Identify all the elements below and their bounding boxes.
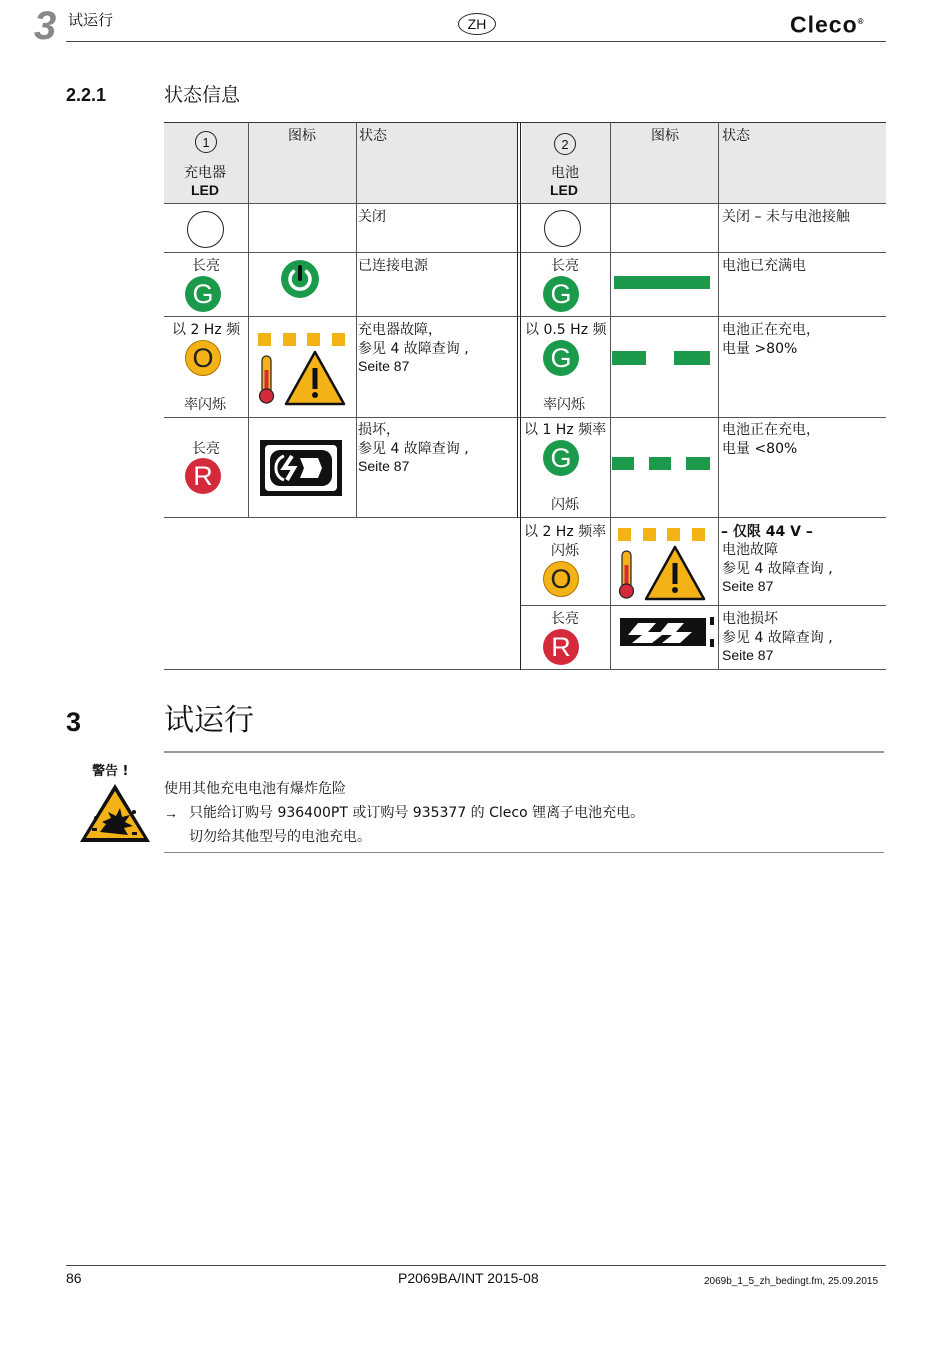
battery-led-green-fast <box>543 440 579 476</box>
battery-status-fault-1: – 仅限 44 V – <box>721 524 813 540</box>
battery-status-charging-low-2: 电量 <80% <box>722 441 798 457</box>
charger-status-damaged-3: Seite 87 <box>358 458 410 474</box>
charger-led-off <box>187 211 224 248</box>
header-divider <box>66 41 886 42</box>
battery-led-mode-05hz-cont: 率闪烁 <box>543 397 585 413</box>
footer-doc-id: P2069BA/INT 2015-08 <box>398 1270 539 1286</box>
charger-led-label: 充电器 <box>184 165 226 181</box>
chapter-divider <box>164 751 884 753</box>
battery-status-fault-2: 电池故障 <box>722 542 778 558</box>
footer-divider <box>66 1265 886 1266</box>
table-line <box>164 517 886 518</box>
warning-heading: 使用其他充电电池有爆炸危险 <box>164 781 346 797</box>
table-line <box>164 669 886 670</box>
instruction-arrow-icon: → <box>164 805 178 821</box>
battery-led-label-led: LED <box>550 182 578 198</box>
language-badge-text: ZH <box>467 16 487 32</box>
charger-led-orange <box>185 340 221 376</box>
charger-status-fault-1: 充电器故障， <box>358 322 442 338</box>
led-letter-r: R <box>551 631 571 662</box>
green-dash <box>612 457 634 470</box>
battery-damaged-icon <box>618 613 716 651</box>
table-line <box>164 417 886 418</box>
led-letter-g: G <box>550 278 572 309</box>
section-number: 2.2.1 <box>66 85 107 105</box>
warning-label: 警告 ! <box>92 764 129 779</box>
battery-status-fault-3: 参见 4 故障查询 , <box>722 561 833 577</box>
charger-led-mode-2hz: 以 2 Hz 频 <box>172 322 241 338</box>
footer-file-info: 2069b_1_5_zh_bedingt.fm, 25.09.2015 <box>704 1276 879 1287</box>
overtemperature-warning-icon <box>616 525 708 601</box>
language-badge <box>458 13 496 35</box>
chapter-heading-number: 3 <box>66 707 82 737</box>
brand-logo <box>790 8 865 39</box>
table-line <box>520 605 886 606</box>
battery-led-mode-steady: 长亮 <box>551 258 579 274</box>
green-dash <box>674 351 710 365</box>
battery-status-off: 关闭 – 未与电池接触 <box>722 209 850 225</box>
battery-led-off <box>544 210 581 247</box>
battery-led-green-slow <box>543 340 579 376</box>
green-bar-fast-blink-icon <box>612 457 710 470</box>
charger-status-connected: 已连接电源 <box>358 258 428 274</box>
charger-led-green <box>185 276 221 312</box>
battery-status-damaged-3: Seite 87 <box>722 647 774 663</box>
led-letter-o: O <box>192 342 214 373</box>
left-status-column-header: 状态 <box>359 128 387 144</box>
battery-status-damaged-1: 电池损坏 <box>722 611 778 627</box>
section-title: 状态信息 <box>164 84 241 106</box>
led-letter-g: G <box>192 278 214 309</box>
right-icon-column-header: 图标 <box>651 128 679 144</box>
battery-status-charging-high-2: 电量 >80% <box>722 341 798 357</box>
overtemperature-warning-icon <box>256 330 348 406</box>
battery-led-mode-2hz-cont: 闪烁 <box>551 543 579 559</box>
charger-status-fault-2: 参见 4 故障查询 , <box>358 341 469 357</box>
battery-led-mode-1hz-cont: 闪烁 <box>551 497 579 513</box>
battery-status-full: 电池已充满电 <box>722 258 806 274</box>
charger-led-mode-steady-red: 长亮 <box>192 441 220 457</box>
battery-led-mode-2hz: 以 2 Hz 频率 <box>524 524 607 540</box>
header-chapter-title: 试运行 <box>68 11 114 29</box>
battery-status-charging-low-1: 电池正在充电， <box>722 422 820 438</box>
instruction-text-2: 切勿给其他型号的电池充电。 <box>189 829 371 845</box>
table-line <box>610 122 611 670</box>
table-line <box>718 122 719 670</box>
battery-led-mode-05hz: 以 0.5 Hz 频 <box>525 322 607 338</box>
table-line <box>164 203 886 204</box>
battery-led-green-steady <box>543 276 579 312</box>
power-icon <box>280 259 320 299</box>
green-dash <box>649 457 671 470</box>
brand-name: Cleco <box>790 11 858 38</box>
table-line <box>356 122 357 518</box>
table-line <box>164 122 886 123</box>
table-line <box>164 316 886 317</box>
table-line <box>164 252 886 253</box>
charger-led-label-led: LED <box>191 182 219 198</box>
chapter-number-badge: 3 <box>34 4 57 48</box>
charger-number-circle: 1 <box>195 131 217 153</box>
battery-led-label: 电池 <box>551 165 579 181</box>
battery-led-mode-steady-red: 长亮 <box>551 611 579 627</box>
chapter-heading-title: 试运行 <box>164 703 254 738</box>
charger-led-mode-2hz-cont: 率闪烁 <box>184 397 226 413</box>
warning-bottom-divider <box>164 852 884 853</box>
right-status-column-header: 状态 <box>722 128 750 144</box>
battery-led-mode-1hz: 以 1 Hz 频率 <box>524 422 607 438</box>
battery-led-orange <box>543 561 579 597</box>
charger-status-damaged-1: 损坏， <box>358 422 400 438</box>
instruction-text-1: 只能给订购号 936400PT 或订购号 935377 的 Cleco 锂离子电池充电。 <box>189 805 645 821</box>
battery-status-charging-high-1: 电池正在充电， <box>722 322 820 338</box>
green-dash <box>612 351 646 365</box>
table-line <box>517 122 518 518</box>
led-letter-r: R <box>193 460 213 491</box>
charger-status-off: 关闭 <box>358 209 386 225</box>
brand-registered-mark: ® <box>857 17 865 26</box>
charger-status-fault-3: Seite 87 <box>358 358 410 374</box>
left-icon-column-header: 图标 <box>288 128 316 144</box>
battery-status-fault-4: Seite 87 <box>722 578 774 594</box>
charger-damaged-icon <box>260 440 342 496</box>
battery-status-damaged-2: 参见 4 故障查询 , <box>722 630 833 646</box>
led-letter-o: O <box>550 563 572 594</box>
explosion-warning-icon <box>78 782 152 844</box>
charger-status-damaged-2: 参见 4 故障查询 , <box>358 441 469 457</box>
charger-led-mode-steady: 长亮 <box>192 258 220 274</box>
footer-page-number: 86 <box>66 1270 82 1286</box>
table-line <box>248 122 249 518</box>
battery-led-red <box>543 629 579 665</box>
battery-number-circle: 2 <box>554 133 576 155</box>
led-letter-g: G <box>550 442 572 473</box>
green-dash <box>686 457 710 470</box>
green-bar-slow-blink-icon <box>612 351 710 365</box>
led-letter-g: G <box>550 342 572 373</box>
charger-led-red <box>185 458 221 494</box>
green-bar-solid-icon <box>614 276 710 289</box>
table-line <box>520 122 521 670</box>
